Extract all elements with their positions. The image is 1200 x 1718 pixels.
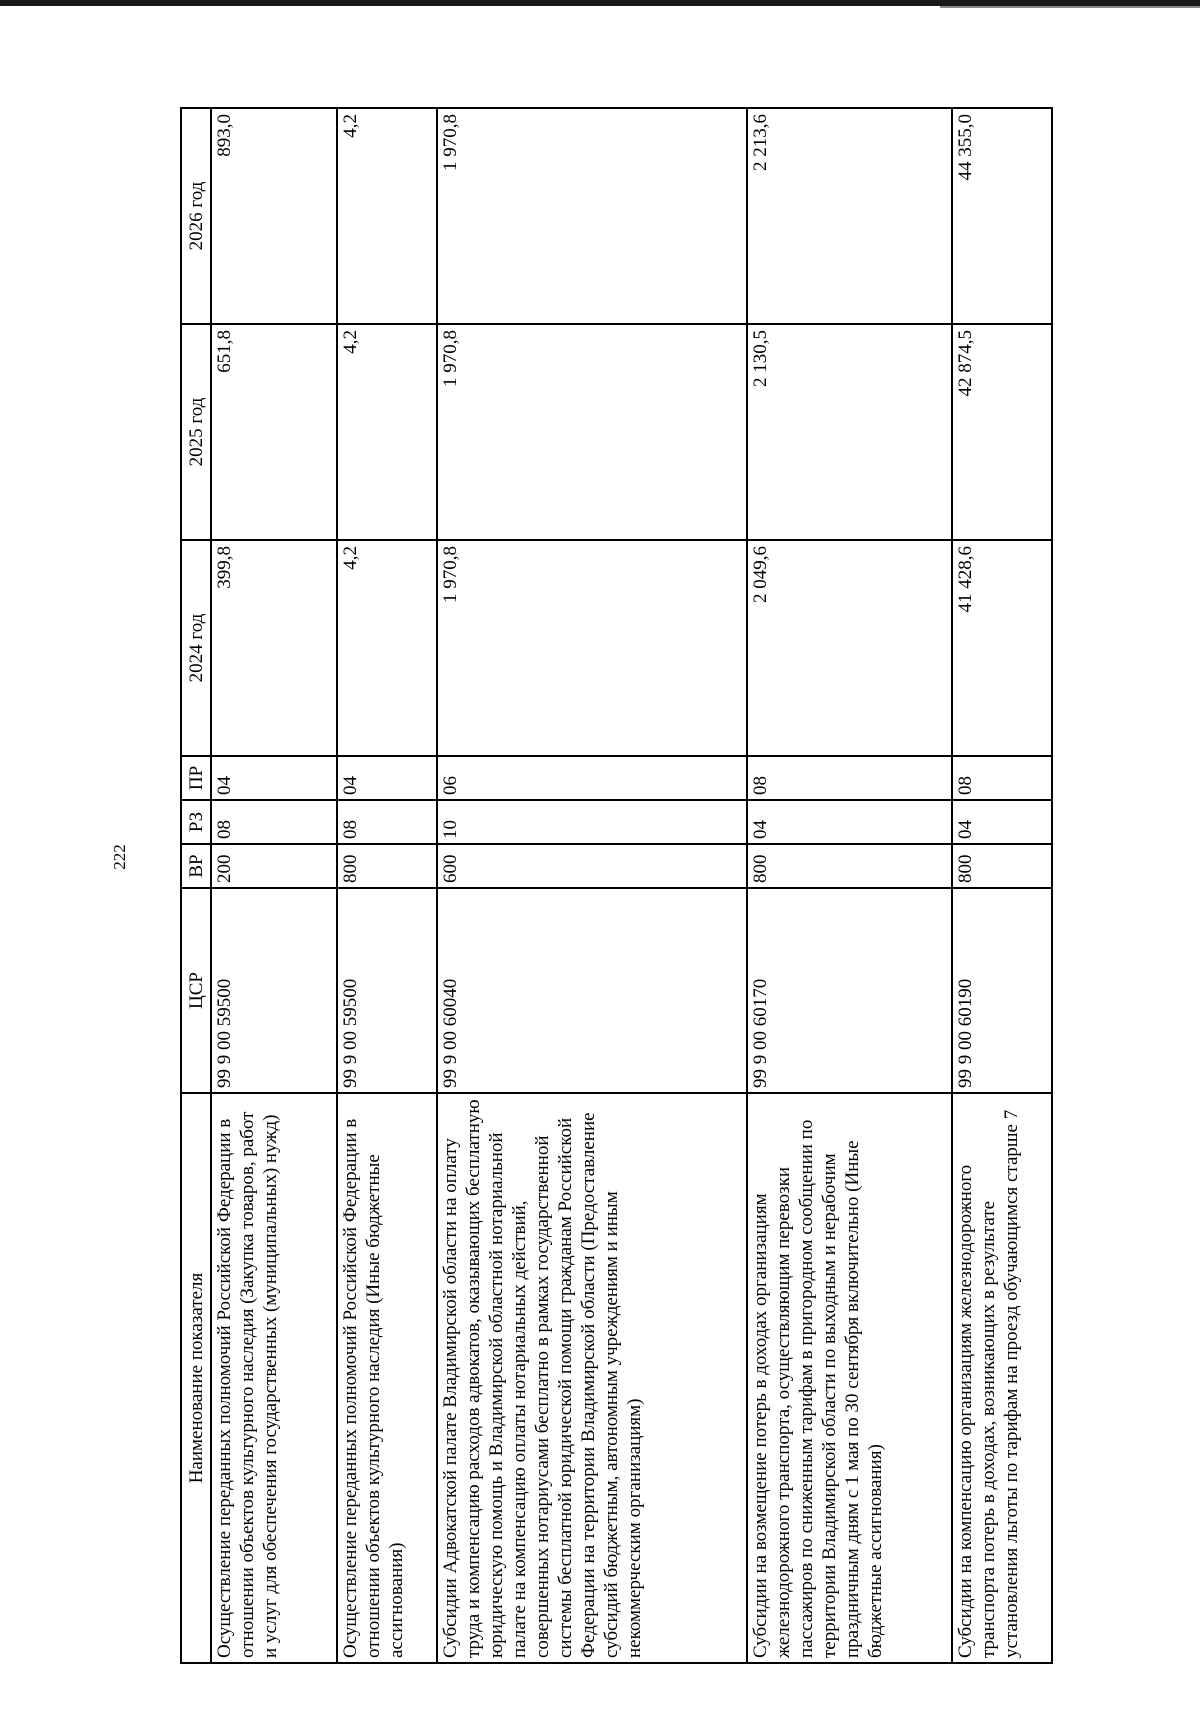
row-rz: 08 <box>337 800 437 844</box>
row-2024: 4,2 <box>337 540 437 756</box>
table-row <box>211 108 337 1663</box>
row-csr: 99 9 00 59500 <box>211 888 337 1093</box>
header-csr: ЦСР <box>181 888 211 1093</box>
header-2024: 2024 год <box>181 540 211 756</box>
header-name: Наименование показателя <box>181 1093 211 1663</box>
budget-table <box>180 107 1053 1664</box>
row-csr: 99 9 00 60040 <box>437 888 747 1093</box>
row-2026: 2 213,6 <box>747 108 952 324</box>
page-number: 222 <box>110 844 129 870</box>
row-csr: 99 9 00 60170 <box>747 888 952 1093</box>
row-2025: 4,2 <box>337 324 437 540</box>
row-pr: 08 <box>747 756 952 800</box>
row-2024: 2 049,6 <box>747 540 952 756</box>
header-2025: 2025 год <box>181 324 211 540</box>
row-2025: 2 130,5 <box>747 324 952 540</box>
table-row <box>952 108 1052 1663</box>
row-vr: 800 <box>952 844 1052 888</box>
row-2024: 41 428,6 <box>952 540 1052 756</box>
row-2025: 1 970,8 <box>437 324 747 540</box>
row-pr: 04 <box>337 756 437 800</box>
row-2026: 893,0 <box>211 108 337 324</box>
row-pr: 06 <box>437 756 747 800</box>
scan-top-edge-shadow <box>940 6 1200 8</box>
row-csr: 99 9 00 60190 <box>952 888 1052 1093</box>
row-2024: 399,8 <box>211 540 337 756</box>
header-vr: ВР <box>181 844 211 888</box>
row-name: Осуществление переданных полномочий Российской Федерации в отношении объектов культурного наследия (Закупка товаров, работ и услуг для обеспечения государственных (муниципальных) нужд) <box>211 1093 337 1663</box>
row-2026: 1 970,8 <box>437 108 747 324</box>
table-row <box>437 108 747 1663</box>
table-row <box>747 108 952 1663</box>
row-name: Субсидии на возмещение потерь в доходах организациям железнодорожного транспорта, осуществляющим перевозки пассажиров по сниженным тарифам в пригородном сообщении по территории Владимирской области по выходным и нерабочим праздничным дням с 1 мая по 30 сентября включительно (Иные бюджетные ассигнования) <box>747 1093 952 1663</box>
row-vr: 800 <box>337 844 437 888</box>
row-vr: 200 <box>211 844 337 888</box>
row-vr: 800 <box>747 844 952 888</box>
row-2025: 42 874,5 <box>952 324 1052 540</box>
row-2025: 651,8 <box>211 324 337 540</box>
row-2024: 1 970,8 <box>437 540 747 756</box>
row-rz: 04 <box>747 800 952 844</box>
table-row <box>337 108 437 1663</box>
row-vr: 600 <box>437 844 747 888</box>
row-name: Субсидии на компенсацию организациям железнодорожного транспорта потерь в доходах, возникающих в результате установления льготы по тарифам на проезд обучающимся старше 7 <box>952 1093 1052 1663</box>
header-pr: ПР <box>181 756 211 800</box>
row-rz: 04 <box>952 800 1052 844</box>
row-pr: 08 <box>952 756 1052 800</box>
row-pr: 04 <box>211 756 337 800</box>
header-rz: РЗ <box>181 800 211 844</box>
row-csr: 99 9 00 59500 <box>337 888 437 1093</box>
row-name: Субсидии Адвокатской палате Владимирской области на оплату труда и компенсацию расходов адвокатов, оказывающих бесплатную юридическую помощь и Владимирской областной нотариальной палате на компенсацию оплаты нотариальных действий, совершенных нотариусами бесплатно в рамках государственной системы бесплатной юридической помощи гражданам Российской Федерации на территории Владимирской области (Предоставление субсидий бюджетным, автономным учреждениям и иным некоммерческим организациям) <box>437 1093 747 1663</box>
row-rz: 08 <box>211 800 337 844</box>
header-2026: 2026 год <box>181 108 211 324</box>
rotated-table-wrapper <box>180 109 1138 1664</box>
row-rz: 10 <box>437 800 747 844</box>
row-2026: 44 355,0 <box>952 108 1052 324</box>
row-2026: 4,2 <box>337 108 437 324</box>
table-header-row <box>181 108 211 1663</box>
row-name: Осуществление переданных полномочий Российской Федерации в отношении объектов культурного наследия (Иные бюджетные ассигнования) <box>337 1093 437 1663</box>
